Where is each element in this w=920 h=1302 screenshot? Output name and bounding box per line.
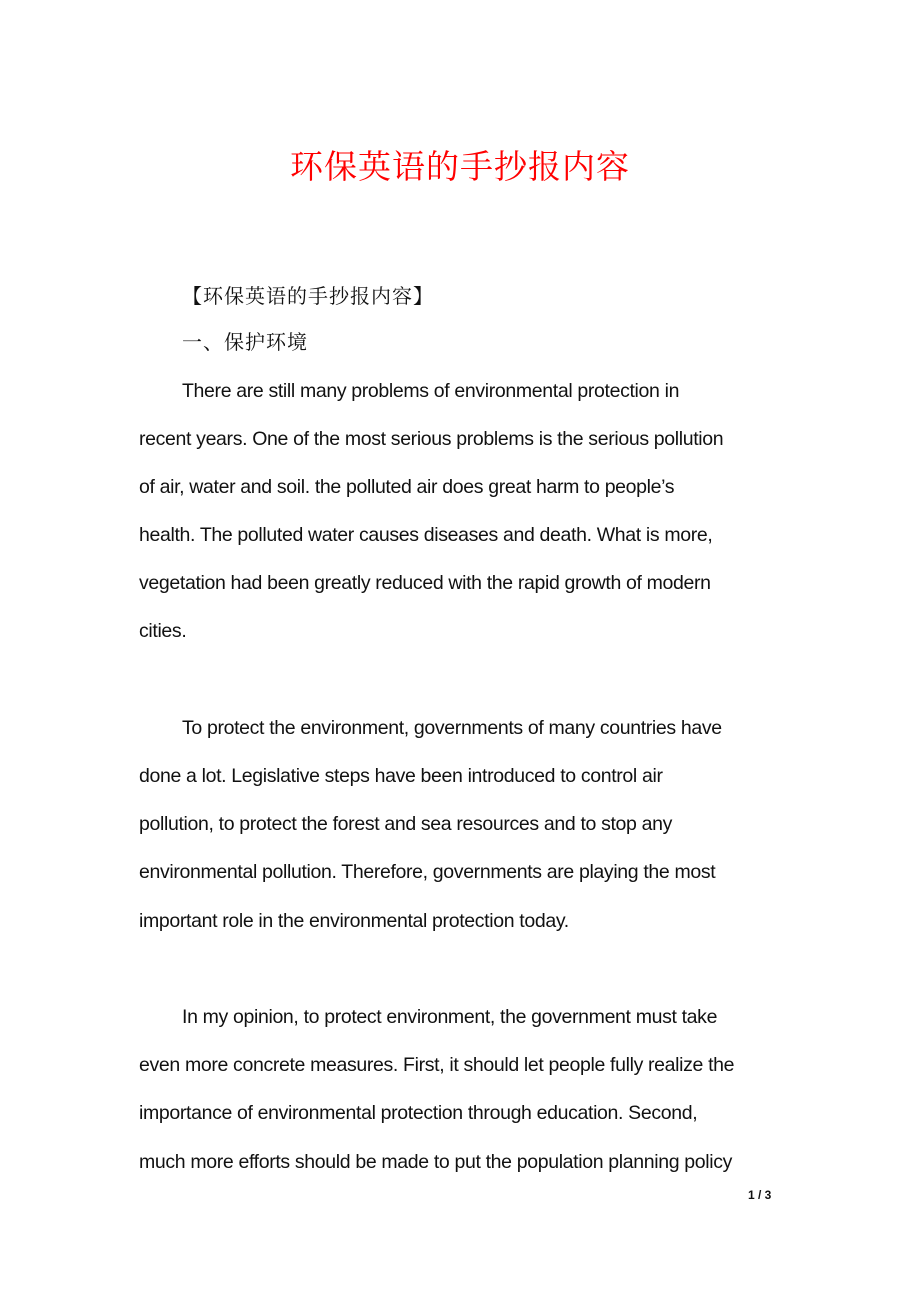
document-title: 环保英语的手抄报内容: [290, 147, 630, 186]
paragraph-line: much more efforts should be made to put the population planning policy: [139, 1151, 733, 1173]
section-heading: 一、保护环境: [182, 330, 308, 354]
paragraph-line: environmental pollution. Therefore, governments are playing the most: [139, 861, 716, 883]
paragraph-line: of air, water and soil. the polluted air does great harm to people’s: [139, 476, 675, 498]
paragraph-line: done a lot. Legislative steps have been introduced to control air: [139, 765, 663, 787]
paragraph-line: pollution, to protect the forest and sea resources and to stop any: [139, 813, 672, 835]
paragraph-line: cities.: [139, 620, 187, 642]
page-number: 1 / 3: [748, 1188, 772, 1202]
paragraph-line: important role in the environmental protection today.: [139, 910, 569, 932]
document-subtitle: 【环保英语的手抄报内容】: [182, 284, 434, 308]
paragraph-line: health. The polluted water causes diseases and death. What is more,: [139, 524, 713, 546]
paragraph-line: To protect the environment, governments of many countries have: [182, 717, 722, 739]
paragraph-line: even more concrete measures. First, it should let people fully realize the: [139, 1054, 735, 1076]
paragraph-line: importance of environmental protection through education. Second,: [139, 1102, 698, 1124]
paragraph-line: In my opinion, to protect environment, the government must take: [182, 1006, 718, 1028]
paragraph-line: There are still many problems of environmental protection in: [182, 380, 680, 402]
paragraph-line: vegetation had been greatly reduced with the rapid growth of modern: [139, 572, 711, 594]
paragraph-line: recent years. One of the most serious problems is the serious pollution: [139, 428, 724, 450]
